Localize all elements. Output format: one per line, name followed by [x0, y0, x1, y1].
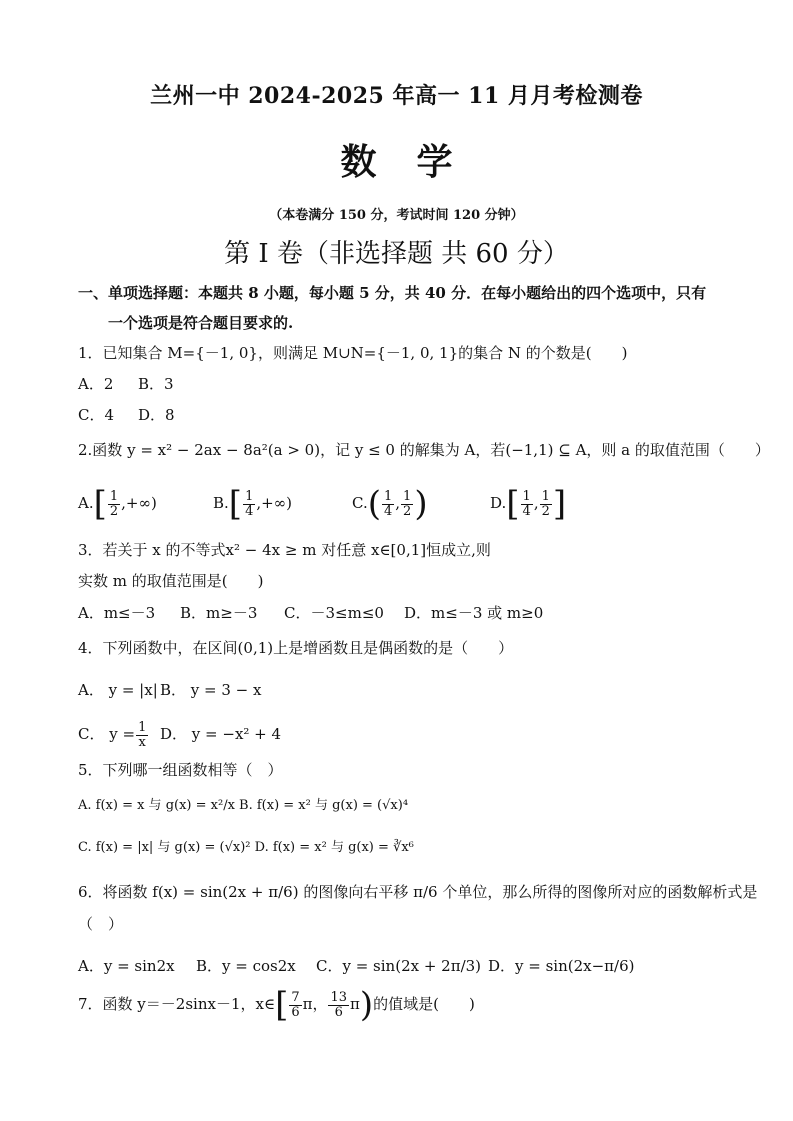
q4-option-a: A． y = |x|: [78, 681, 158, 699]
q4-option-c-label: C． y =: [78, 725, 136, 743]
q2-stem: 2.函数 y = x² − 2ax − 8a²(a > 0)，记 y ≤ 0 的解集为 A，若(−1,1) ⊆ A，则 a 的取值范围（ ）: [78, 441, 770, 459]
q7-stem-suffix: 的值域是( ): [373, 995, 475, 1013]
q7-stem: [78, 984, 475, 1024]
q2-option-c-fraction-2: [401, 490, 413, 519]
q2-option-c-label: C.: [352, 494, 368, 512]
q2-option-c-close: ): [414, 484, 428, 524]
frac-numerator: 7: [291, 989, 300, 1005]
q4-option-d: D． y = −x² + 4: [160, 725, 282, 743]
q4-option-b: B． y = 3 − x: [160, 681, 262, 699]
q6-option-b: B．y = cos2x: [196, 957, 296, 975]
q7-pi-1: π，: [302, 995, 328, 1013]
q2-option-b-fraction: [243, 490, 255, 519]
q2-option-b-rest: ,+∞): [256, 494, 293, 512]
q6-option-d: D．y = sin(2x−π/6): [488, 957, 635, 975]
frac-numerator: 1: [522, 488, 531, 504]
q2-option-d-open: [: [506, 484, 520, 524]
q5-stem: 5．下列哪一组函数相等（ ）: [78, 761, 283, 779]
frac-numerator: 1: [109, 488, 119, 504]
q2-option-c: C.( $\frac{1}{4}$ , $\frac{1}{2}$ ): [352, 484, 428, 524]
exam-school-title: 兰州一中 2024-2025 年高一 11 月月考检测卷: [150, 83, 643, 109]
frac-numerator: 1: [403, 488, 412, 504]
frac-denominator: 2: [541, 503, 550, 519]
q7-pi-2: π: [350, 995, 360, 1013]
section-heading-line1: 一、单项选择题：本题共 8 小题，每小题 5 分，共 40 分．在每小题给出的四个选项中，只有: [78, 284, 707, 302]
q7-fraction-1: [289, 991, 301, 1020]
q3-option-a: A．m≤－3: [78, 604, 156, 622]
q4-option-c: [78, 716, 149, 752]
q3-option-d: D．m≤－3 或 m≥0: [404, 604, 544, 622]
q1-option-c: C．4: [78, 406, 115, 424]
q2-option-d: D.[ $\frac{1}{4}$ , $\frac{1}{2}$ ]: [490, 484, 567, 524]
q1-option-b: B．3: [138, 375, 174, 393]
frac-numerator: 1: [541, 488, 550, 504]
q3-option-b: B．m≥－3: [180, 604, 258, 622]
q2-option-b-label: B.: [213, 494, 229, 512]
q4-option-c-fraction: [136, 721, 148, 750]
q2-option-d-close: ]: [552, 484, 567, 524]
q2-option-d-fraction-2: [540, 490, 552, 519]
q2-option-b-bracket: [: [228, 484, 243, 524]
frac-denominator: 2: [403, 503, 412, 519]
q2-option-c-open: (: [367, 484, 381, 524]
q7-open-bracket: [: [275, 985, 289, 1025]
frac-denominator: 6: [291, 1004, 300, 1020]
q6-stem-line2: （ ）: [78, 915, 124, 933]
frac-denominator: x: [138, 734, 146, 750]
q7-close-bracket: ): [359, 985, 374, 1025]
q3-stem-line1: 3．若关于 x 的不等式x² − 4x ≥ m 对任意 x∈[0,1]恒成立,则: [78, 541, 491, 559]
frac-numerator: 1: [245, 488, 254, 504]
frac-denominator: 6: [334, 1004, 343, 1020]
section-heading-line2: 一个选项是符合题目要求的.: [108, 314, 294, 332]
q5-options-line2: C. f(x) = |x| 与 g(x) = (√x)² D. f(x) = x² 与 g(x) = ∛x⁶: [78, 840, 414, 855]
frac-denominator: 4: [245, 503, 254, 519]
q2-option-a-rest: ,+∞): [121, 494, 157, 512]
q2-option-b: [213, 483, 292, 523]
part-title: 第 I 卷（非选择题 共 60 分）: [224, 239, 569, 269]
frac-numerator: 1: [138, 719, 147, 735]
q6-stem-line1: 6．将函数 f(x) = sin(2x + π/6) 的图像向右平移 π/6 个单位，那么所得的图像所对应的函数解析式是: [78, 883, 758, 901]
frac-numerator: 13: [330, 989, 348, 1005]
q7-fraction-2: [328, 991, 349, 1020]
q7-stem-prefix: 7．函数 y＝－2sinx－1，x∈: [78, 995, 276, 1013]
q3-stem-line2: 实数 m 的取值范围是( ): [78, 572, 264, 590]
frac-numerator: 1: [383, 488, 393, 504]
q5-options-line1: A. f(x) = x 与 g(x) = x²/x B. f(x) = x² 与 g(x) = (√x)⁴: [78, 798, 409, 813]
exam-subject-title: 数学: [340, 141, 493, 183]
q1-stem: 1．已知集合 M={－1, 0}，则满足 M∪N={－1, 0, 1}的集合 N 的个数是( ): [78, 344, 628, 362]
q4-stem: 4．下列函数中，在区间(0,1)上是增函数且是偶函数的是（ ）: [78, 639, 514, 657]
q2-option-c-fraction-1: [382, 490, 394, 519]
frac-denominator: 4: [383, 503, 393, 519]
q2-option-d-fraction-1: [521, 490, 533, 519]
q3-option-c: C．－3≤m≤0: [284, 604, 384, 622]
q2-option-a-bracket: [: [93, 484, 107, 524]
frac-denominator: 4: [522, 503, 531, 519]
frac-denominator: 2: [109, 503, 119, 519]
q2-option-a-fraction: [108, 490, 120, 519]
q2-option-d-label: D.: [490, 494, 507, 512]
q2-option-a-label: A.: [78, 494, 94, 512]
q1-option-d: D．8: [138, 406, 175, 424]
q2-option-a: [78, 483, 157, 523]
q1-option-a: A．2: [78, 375, 114, 393]
q6-option-a: A．y = sin2x: [78, 957, 175, 975]
exam-info: （本卷满分 150 分，考试时间 120 分钟）: [269, 208, 524, 223]
q6-option-c: C．y = sin(2x + 2π/3): [316, 957, 482, 975]
